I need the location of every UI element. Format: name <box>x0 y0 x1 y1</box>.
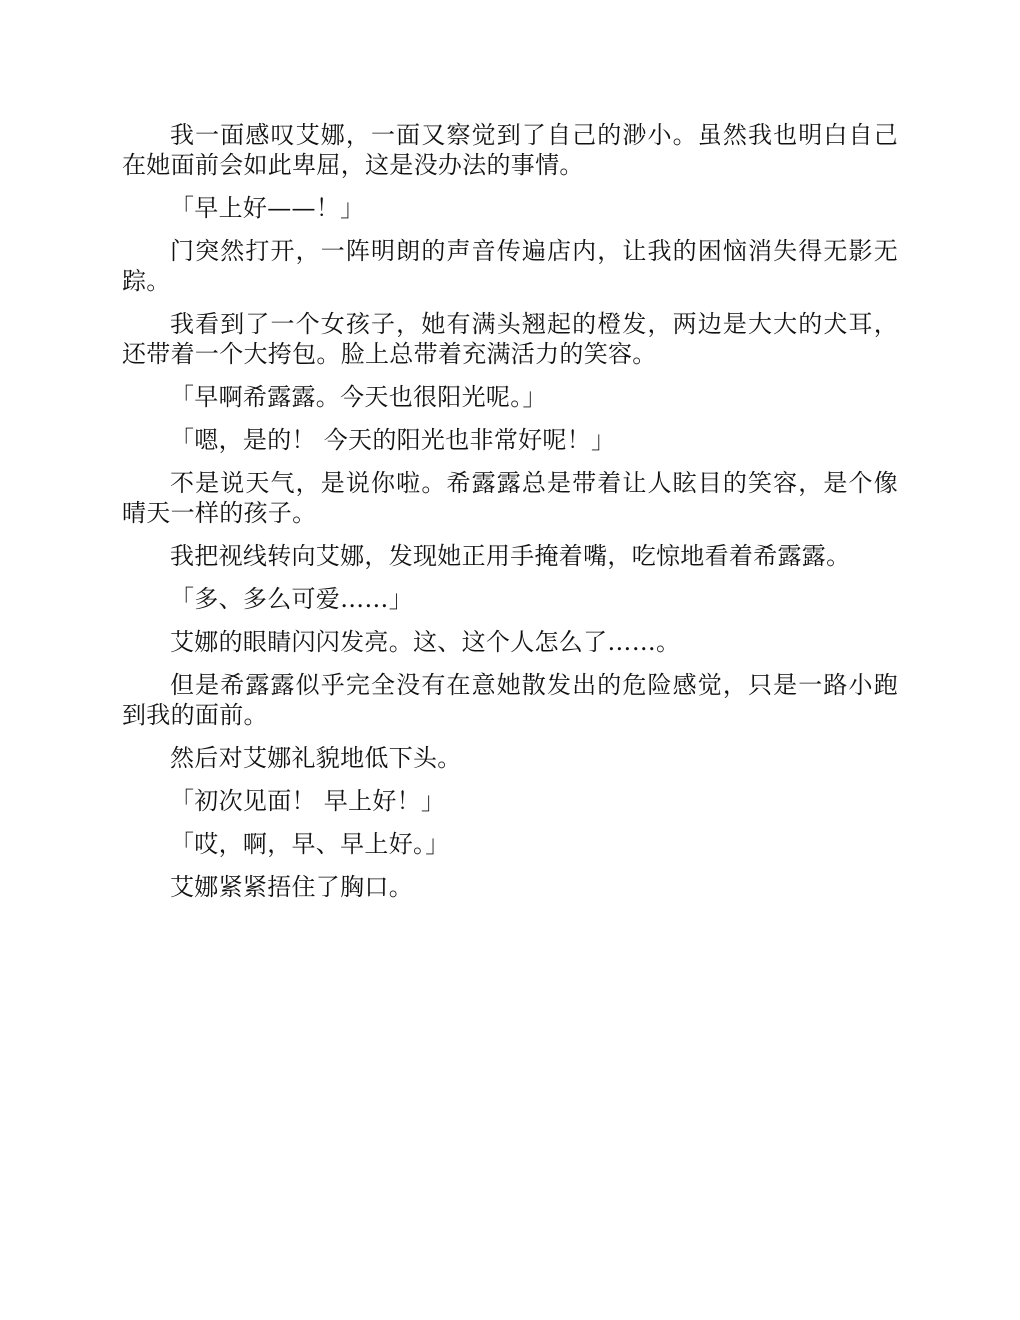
document-page <box>122 120 898 915</box>
paragraph: 「嗯，是的！ 今天的阳光也非常好呢！」 <box>170 426 616 454</box>
paragraph: 我把视线转向艾娜，发现她正用手掩着嘴，吃惊地看着希露露。 <box>170 542 851 570</box>
paragraph: 门突然打开，一阵明朗的声音传遍店内，让我的困恼消失得无影无踪。 <box>122 237 898 295</box>
paragraph: 艾娜紧紧捂住了胸口。 <box>170 873 413 901</box>
paragraph: 艾娜的眼睛闪闪发亮。这、这个人怎么了……。 <box>170 628 681 656</box>
paragraph: 我看到了一个女孩子，她有满头翘起的橙发，两边是大大的犬耳，还带着一个大挎包。脸上总带着充满活力的笑容。 <box>122 310 898 368</box>
paragraph: 「早啊希露露。今天也很阳光呢。」 <box>170 383 547 411</box>
paragraph: 「早上好——！」 <box>170 194 365 222</box>
paragraph: 「初次见面！ 早上好！」 <box>170 787 446 815</box>
paragraph: 但是希露露似乎完全没有在意她散发出的危险感觉，只是一路小跑到我的面前。 <box>122 671 898 729</box>
paragraph: 不是说天气，是说你啦。希露露总是带着让人眩目的笑容，是个像晴天一样的孩子。 <box>122 469 898 527</box>
paragraph: 「哎，啊，早、早上好。」 <box>170 830 450 858</box>
paragraph: 「多、多么可爱……」 <box>170 585 413 613</box>
paragraph: 然后对艾娜礼貌地低下头。 <box>170 744 462 772</box>
paragraph: 我一面感叹艾娜，一面又察觉到了自己的渺小。虽然我也明白自己在她面前会如此卑屈，这是没办法的事情。 <box>122 121 898 179</box>
